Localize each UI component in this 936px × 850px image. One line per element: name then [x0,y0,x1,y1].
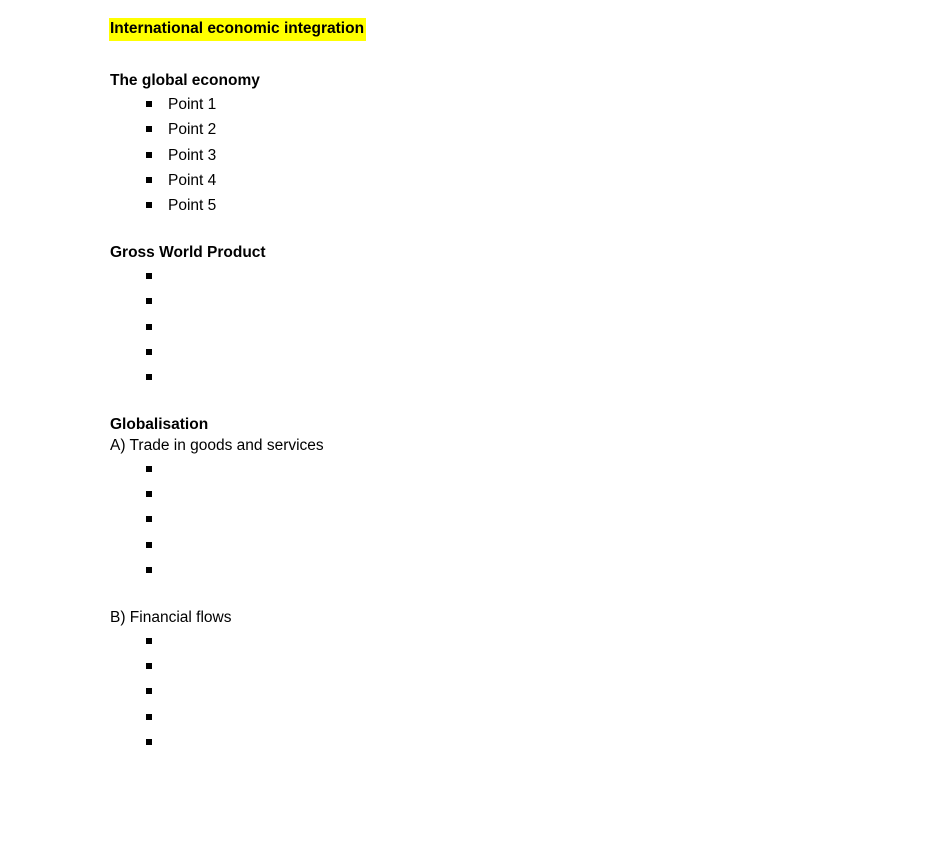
list-item [110,705,936,730]
list-item [110,168,936,193]
spacer [110,219,936,243]
list-item [110,654,936,679]
list-item [110,482,936,507]
list-item [110,315,936,340]
bullet-list [110,92,936,219]
list-item [110,92,936,117]
square-bullet-icon [146,349,152,355]
list-item [110,533,936,558]
square-bullet-icon [146,273,152,279]
square-bullet-icon [146,152,152,158]
square-bullet-icon [146,126,152,132]
spacer [110,41,936,71]
square-bullet-icon [146,298,152,304]
list-item [110,679,936,704]
square-bullet-icon [146,466,152,472]
list-item [110,117,936,142]
bullet-list [110,264,936,391]
document-title: International economic integration [109,18,366,41]
square-bullet-icon [146,567,152,573]
square-bullet-icon [146,638,152,644]
section-gross-world-product [110,243,936,391]
list-item [110,340,936,365]
bullet-list [110,629,936,756]
section-globalisation [110,415,936,756]
spacer [110,391,936,415]
section-heading: Globalisation [110,415,209,433]
list-item [110,730,936,755]
list-item [110,365,936,390]
section-the-global-economy [110,71,936,219]
square-bullet-icon [146,663,152,669]
section-heading: The global economy [110,71,260,89]
square-bullet-icon [146,516,152,522]
square-bullet-icon [146,177,152,183]
bullet-list [110,457,936,584]
list-item-label: Point 2 [168,121,217,139]
list-item [110,457,936,482]
square-bullet-icon [146,739,152,745]
square-bullet-icon [146,542,152,548]
square-bullet-icon [146,202,152,208]
square-bullet-icon [146,374,152,380]
square-bullet-icon [146,101,152,107]
spacer [110,584,936,608]
section-heading: Gross World Product [110,243,266,261]
subsection-label-a: A) Trade in goods and services [110,436,324,454]
list-item [110,143,936,168]
list-item [110,507,936,532]
list-item [110,193,936,218]
list-item-label: Point 5 [168,197,217,215]
list-item-label: Point 4 [168,172,217,190]
list-item [110,264,936,289]
subsection-label-b: B) Financial flows [110,608,232,626]
square-bullet-icon [146,688,152,694]
square-bullet-icon [146,714,152,720]
list-item [110,289,936,314]
list-item-label: Point 3 [168,146,217,164]
list-item [110,629,936,654]
square-bullet-icon [146,324,152,330]
list-item-label: Point 1 [168,95,217,113]
list-item [110,558,936,583]
square-bullet-icon [146,491,152,497]
